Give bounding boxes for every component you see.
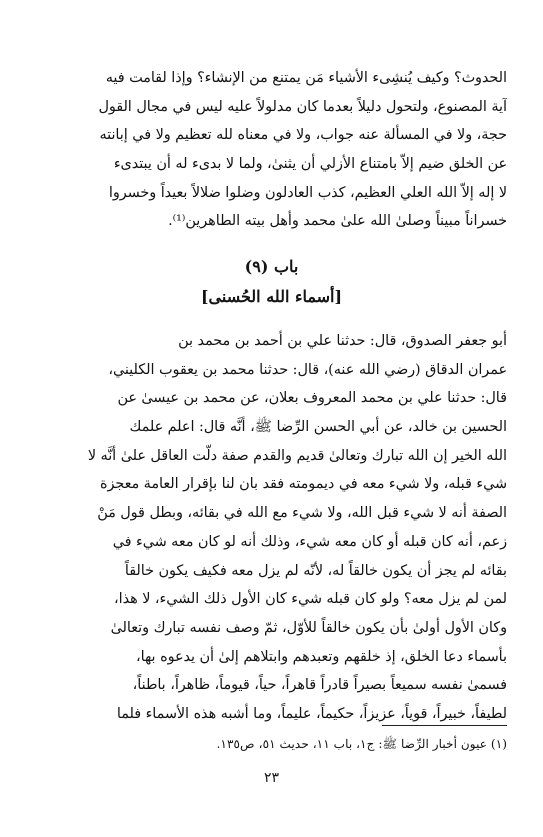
paragraph-2-line: لطيفاً، خبيراً، قوياً، عزيزاً، حكيماً، عليماً، وما أشبه هذه الأسماء فلما (116, 705, 507, 722)
paragraph-2-line: أبو جعفر الصدوق، قال: حدثنا علي بن أحمد بن محمد بن (178, 333, 507, 349)
paragraph-2-line: الصفة أنه لا شيء قبل الله، ولا شيء مع الله في بقائه، وبطل قول مَنْ (97, 505, 507, 522)
paragraph-2-line: لمن لم يزل معه؟ ولو كان قبله شيء كان الأول ذلك الشيء، لا هذا، (114, 591, 507, 608)
paragraph-2-line: الحسين بن خالد، عن أبي الحسن الرِّضا ﷺ، أنَّه قال: اعلم علمك (129, 419, 507, 436)
paragraph-1-line: آية المصنوع، ولتحول دليلاً بعدما كان مدلولاً عليه ليس في مجال القول (98, 98, 507, 115)
paragraph-1-line: الحدوث؟ وكيف يُنشِىء الأشياء مَن يمتنع من الإنشاء؟ وإذا لقامت فيه (105, 70, 507, 86)
paragraph-1-line: لا إله إلاّ الله العلي العظيم، كذب العادلون وضلوا ضلالاً بعيداً وخسروا (108, 184, 507, 201)
paragraph-2-line: بقائه لم يجز أن يكون خالقاً له، لأنّه لم يزل معه فكيف يكون خالقاً (124, 562, 507, 579)
paragraph-1-line: عن الخلق ضيم إلاّ بامتناع الأزلي أن يثنىٰ، ولما لا بدىء له أن يبتدىء (113, 156, 507, 173)
paragraph-2 (39, 327, 507, 729)
paragraph-1 (39, 64, 507, 236)
footnote-divider (382, 725, 507, 726)
paragraph-2-line: بأسماء دعا الخلق، إذ خلقهم وتعبدهم وابتلاهم إلىٰ أن يدعوه بها، (136, 648, 507, 665)
paragraph-2-line: وكان الأول أولىٰ بأن يكون خالقاً للأوّل، ثمّ وصف نفسه تبارك وتعالىٰ (110, 619, 507, 636)
paragraph-1-line: خسراناً مبيناً وصلىٰ الله علىٰ محمد وأهل بيته الطاهرين⁽¹⁾. (168, 213, 507, 230)
paragraph-1-line: حجة، ولا في المسألة عنه جواب، ولا في معناه لله تعظيم ولا في إبانته (99, 127, 507, 144)
chapter-title: باب (٩) (244, 257, 299, 276)
paragraph-2-line: قال: حدثنا علي بن محمد المعروف بعلان، عن محمد بن عيسىٰ عن (117, 390, 507, 407)
footnote: (١) عيون أخبار الرِّضا ﷺ: ج١، باب ١١، حديث ٥١، ص١٣٥. (216, 737, 507, 751)
paragraph-2-line: شيء قبله، ولا شيء معه في ديمومته فقد بان لنا بإقرار العامة معجزة (99, 476, 507, 493)
paragraph-2-line: زعم، أنه كان قبله أو كان معه شيء، وذلك أنه لو كان معه شيء في (112, 533, 507, 550)
paragraph-2-line: فسمىٰ نفسه سميعاً بصيراً قادراً قاهراً، حياً، قيوماً، ظاهراً، باطناً، (132, 677, 507, 694)
paragraph-2-line: الله الخير إن الله تبارك وتعالىٰ قديم والقدم صفة دلّت العاقل علىٰ أنَّه لا (87, 447, 507, 464)
page-number: ٢٣ (263, 770, 280, 786)
paragraph-2-line: عمران الدقاق (رضي الله عنه)، قال: حدثنا محمد بن يعقوب الكليني، (108, 361, 507, 378)
chapter-subtitle: [أسماء الله الحُسنى] (200, 287, 343, 306)
